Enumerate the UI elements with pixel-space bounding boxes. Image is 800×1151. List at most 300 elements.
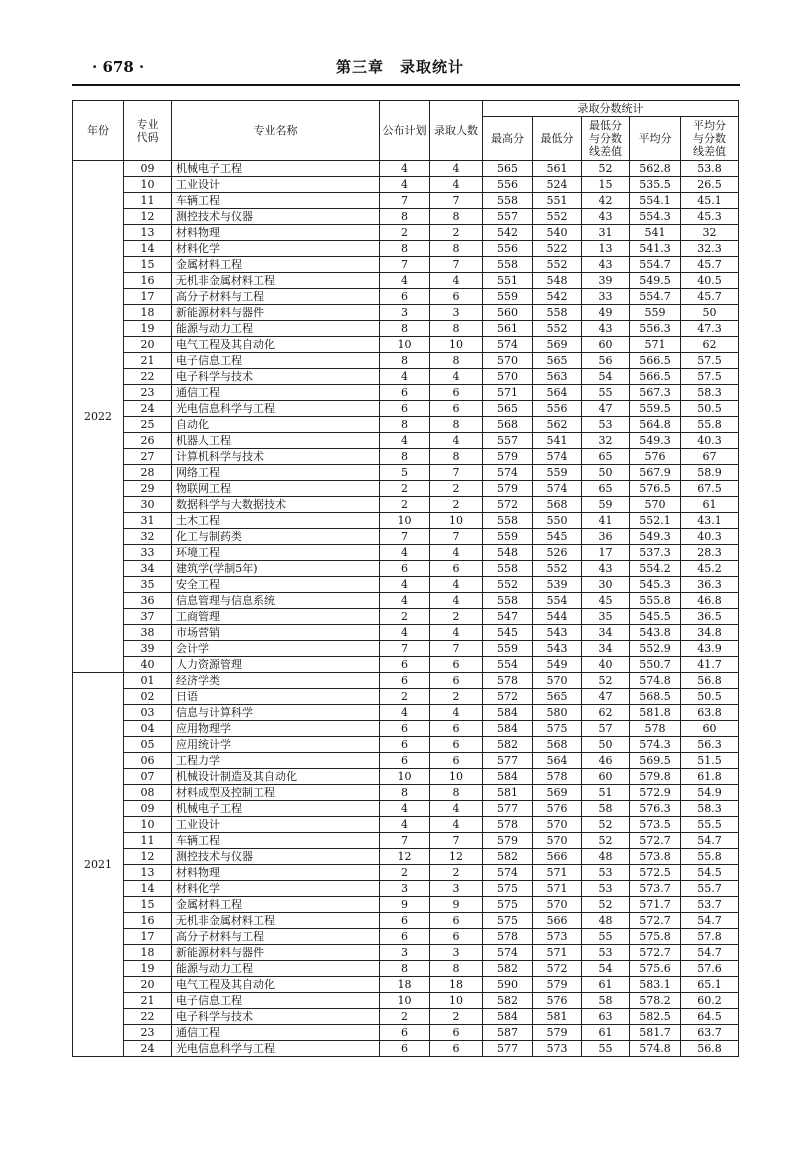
code-cell: 34: [124, 561, 172, 577]
name-cell: 无机非金属材料工程: [172, 273, 380, 289]
code-cell: 31: [124, 513, 172, 529]
admitted-cell: 12: [430, 849, 483, 865]
name-cell: 材料物理: [172, 225, 380, 241]
name-cell: 信息与计算科学: [172, 705, 380, 721]
plan-cell: 6: [380, 1025, 430, 1041]
header-avg-diff: 平均分 与分数 线差值: [681, 117, 739, 161]
code-cell: 16: [124, 273, 172, 289]
plan-cell: 7: [380, 833, 430, 849]
code-cell: 20: [124, 337, 172, 353]
name-cell: 材料成型及控制工程: [172, 785, 380, 801]
plan-cell: 6: [380, 561, 430, 577]
avg-diff-cell: 53.7: [681, 897, 739, 913]
max-cell: 579: [483, 833, 533, 849]
min-diff-cell: 58: [582, 801, 630, 817]
table-row: [73, 385, 739, 401]
plan-cell: 2: [380, 689, 430, 705]
plan-cell: 4: [380, 545, 430, 561]
code-cell: 18: [124, 305, 172, 321]
name-cell: 土木工程: [172, 513, 380, 529]
max-cell: 578: [483, 673, 533, 689]
min-cell: 559: [533, 465, 582, 481]
name-cell: 新能源材料与器件: [172, 945, 380, 961]
plan-cell: 6: [380, 657, 430, 673]
code-cell: 11: [124, 193, 172, 209]
name-cell: 应用统计学: [172, 737, 380, 753]
min-cell: 565: [533, 353, 582, 369]
max-cell: 578: [483, 817, 533, 833]
avg-cell: 556.3: [630, 321, 681, 337]
avg-diff-cell: 36.5: [681, 609, 739, 625]
min-cell: 575: [533, 721, 582, 737]
avg-cell: 576.3: [630, 801, 681, 817]
min-cell: 571: [533, 945, 582, 961]
min-cell: 561: [533, 161, 582, 177]
max-cell: 584: [483, 721, 533, 737]
code-cell: 02: [124, 689, 172, 705]
avg-diff-cell: 45.2: [681, 561, 739, 577]
admitted-cell: 8: [430, 785, 483, 801]
avg-cell: 573.8: [630, 849, 681, 865]
max-cell: 581: [483, 785, 533, 801]
min-diff-cell: 39: [582, 273, 630, 289]
header-name: 专业名称: [172, 101, 380, 161]
min-diff-cell: 34: [582, 641, 630, 657]
min-diff-cell: 58: [582, 993, 630, 1009]
plan-cell: 8: [380, 961, 430, 977]
name-cell: 高分子材料与工程: [172, 289, 380, 305]
max-cell: 565: [483, 401, 533, 417]
admitted-cell: 10: [430, 513, 483, 529]
code-cell: 09: [124, 801, 172, 817]
min-diff-cell: 52: [582, 897, 630, 913]
code-cell: 32: [124, 529, 172, 545]
max-cell: 584: [483, 769, 533, 785]
avg-cell: 554.7: [630, 257, 681, 273]
code-cell: 13: [124, 225, 172, 241]
min-diff-cell: 49: [582, 305, 630, 321]
max-cell: 559: [483, 641, 533, 657]
plan-cell: 7: [380, 641, 430, 657]
table-row: [73, 225, 739, 241]
admitted-cell: 4: [430, 433, 483, 449]
code-cell: 17: [124, 929, 172, 945]
plan-cell: 2: [380, 481, 430, 497]
avg-cell: 569.5: [630, 753, 681, 769]
min-cell: 558: [533, 305, 582, 321]
table-row: [73, 513, 739, 529]
name-cell: 工业设计: [172, 177, 380, 193]
chapter-title: 第三章 录取统计: [335, 58, 464, 76]
admitted-cell: 6: [430, 1041, 483, 1057]
admitted-cell: 4: [430, 817, 483, 833]
avg-diff-cell: 40.5: [681, 273, 739, 289]
table-row: [73, 529, 739, 545]
max-cell: 574: [483, 337, 533, 353]
plan-cell: 4: [380, 161, 430, 177]
min-diff-cell: 36: [582, 529, 630, 545]
avg-cell: 566.5: [630, 353, 681, 369]
min-cell: 554: [533, 593, 582, 609]
admitted-cell: 10: [430, 993, 483, 1009]
admitted-cell: 6: [430, 401, 483, 417]
plan-cell: 6: [380, 673, 430, 689]
table-row: [73, 593, 739, 609]
avg-diff-cell: 63.8: [681, 705, 739, 721]
name-cell: 无机非金属材料工程: [172, 913, 380, 929]
table-row: [73, 817, 739, 833]
name-cell: 光电信息科学与工程: [172, 1041, 380, 1057]
min-cell: 566: [533, 849, 582, 865]
min-diff-cell: 45: [582, 593, 630, 609]
table-row: [73, 609, 739, 625]
max-cell: 557: [483, 433, 533, 449]
avg-cell: 568.5: [630, 689, 681, 705]
avg-cell: 562.8: [630, 161, 681, 177]
header-code: 专业 代码: [124, 101, 172, 161]
avg-diff-cell: 57.5: [681, 353, 739, 369]
plan-cell: 3: [380, 305, 430, 321]
name-cell: 电子科学与技术: [172, 1009, 380, 1025]
min-diff-cell: 41: [582, 513, 630, 529]
avg-diff-cell: 51.5: [681, 753, 739, 769]
min-cell: 573: [533, 1041, 582, 1057]
plan-cell: 2: [380, 1009, 430, 1025]
avg-diff-cell: 55.7: [681, 881, 739, 897]
min-cell: 574: [533, 449, 582, 465]
code-cell: 37: [124, 609, 172, 625]
max-cell: 575: [483, 897, 533, 913]
min-cell: 543: [533, 641, 582, 657]
table-row: [73, 561, 739, 577]
name-cell: 化工与制药类: [172, 529, 380, 545]
name-cell: 机械设计制造及其自动化: [172, 769, 380, 785]
table-row: [73, 257, 739, 273]
avg-diff-cell: 53.8: [681, 161, 739, 177]
table-row: [73, 465, 739, 481]
max-cell: 575: [483, 881, 533, 897]
max-cell: 559: [483, 289, 533, 305]
name-cell: 车辆工程: [172, 833, 380, 849]
page-number: · 678 ·: [92, 58, 145, 76]
plan-cell: 6: [380, 385, 430, 401]
min-diff-cell: 42: [582, 193, 630, 209]
max-cell: 574: [483, 865, 533, 881]
code-cell: 39: [124, 641, 172, 657]
avg-cell: 574.8: [630, 1041, 681, 1057]
min-cell: 562: [533, 417, 582, 433]
avg-cell: 574.3: [630, 737, 681, 753]
admitted-cell: 4: [430, 593, 483, 609]
min-diff-cell: 43: [582, 321, 630, 337]
avg-cell: 571: [630, 337, 681, 353]
code-cell: 24: [124, 401, 172, 417]
name-cell: 电子科学与技术: [172, 369, 380, 385]
admitted-cell: 7: [430, 193, 483, 209]
max-cell: 559: [483, 529, 533, 545]
admitted-cell: 2: [430, 689, 483, 705]
code-cell: 22: [124, 369, 172, 385]
min-cell: 570: [533, 897, 582, 913]
code-cell: 21: [124, 353, 172, 369]
min-cell: 542: [533, 289, 582, 305]
min-diff-cell: 52: [582, 817, 630, 833]
admitted-cell: 7: [430, 833, 483, 849]
plan-cell: 8: [380, 417, 430, 433]
avg-cell: 575.8: [630, 929, 681, 945]
avg-diff-cell: 56.3: [681, 737, 739, 753]
name-cell: 电气工程及其自动化: [172, 977, 380, 993]
min-diff-cell: 33: [582, 289, 630, 305]
code-cell: 04: [124, 721, 172, 737]
name-cell: 通信工程: [172, 385, 380, 401]
avg-cell: 570: [630, 497, 681, 513]
avg-diff-cell: 67.5: [681, 481, 739, 497]
plan-cell: 8: [380, 785, 430, 801]
table-row: [73, 369, 739, 385]
table-row: [73, 705, 739, 721]
avg-diff-cell: 61: [681, 497, 739, 513]
avg-diff-cell: 67: [681, 449, 739, 465]
min-cell: 551: [533, 193, 582, 209]
name-cell: 材料化学: [172, 241, 380, 257]
min-cell: 539: [533, 577, 582, 593]
code-cell: 10: [124, 817, 172, 833]
plan-cell: 4: [380, 705, 430, 721]
min-cell: 541: [533, 433, 582, 449]
code-cell: 12: [124, 209, 172, 225]
admitted-cell: 10: [430, 769, 483, 785]
code-cell: 03: [124, 705, 172, 721]
name-cell: 电气工程及其自动化: [172, 337, 380, 353]
min-diff-cell: 34: [582, 625, 630, 641]
avg-diff-cell: 45.3: [681, 209, 739, 225]
plan-cell: 2: [380, 865, 430, 881]
admitted-cell: 8: [430, 961, 483, 977]
name-cell: 机械电子工程: [172, 801, 380, 817]
name-cell: 经济学类: [172, 673, 380, 689]
name-cell: 能源与动力工程: [172, 961, 380, 977]
plan-cell: 18: [380, 977, 430, 993]
table-row: [73, 881, 739, 897]
avg-cell: 572.7: [630, 945, 681, 961]
min-cell: 574: [533, 481, 582, 497]
table-row: [73, 897, 739, 913]
min-diff-cell: 51: [582, 785, 630, 801]
avg-cell: 576.5: [630, 481, 681, 497]
avg-cell: 572.7: [630, 833, 681, 849]
avg-cell: 574.8: [630, 673, 681, 689]
table-row: [73, 721, 739, 737]
name-cell: 人力资源管理: [172, 657, 380, 673]
min-cell: 548: [533, 273, 582, 289]
table-row: [73, 305, 739, 321]
max-cell: 556: [483, 241, 533, 257]
avg-diff-cell: 28.3: [681, 545, 739, 561]
avg-diff-cell: 60: [681, 721, 739, 737]
avg-cell: 575.6: [630, 961, 681, 977]
name-cell: 工商管理: [172, 609, 380, 625]
table-row: [73, 417, 739, 433]
admitted-cell: 3: [430, 945, 483, 961]
avg-cell: 555.8: [630, 593, 681, 609]
avg-cell: 554.3: [630, 209, 681, 225]
table-row: [73, 673, 739, 689]
avg-diff-cell: 40.3: [681, 529, 739, 545]
avg-cell: 572.9: [630, 785, 681, 801]
name-cell: 会计学: [172, 641, 380, 657]
max-cell: 551: [483, 273, 533, 289]
header-admitted: 录取人数: [430, 101, 483, 161]
avg-cell: 552.1: [630, 513, 681, 529]
max-cell: 582: [483, 737, 533, 753]
max-cell: 542: [483, 225, 533, 241]
min-diff-cell: 56: [582, 353, 630, 369]
code-cell: 14: [124, 241, 172, 257]
min-cell: 578: [533, 769, 582, 785]
plan-cell: 4: [380, 593, 430, 609]
avg-cell: 550.7: [630, 657, 681, 673]
header-avg: 平均分: [630, 117, 681, 161]
header-row-top: [73, 101, 739, 117]
name-cell: 工程力学: [172, 753, 380, 769]
table-row: [73, 929, 739, 945]
avg-cell: 549.5: [630, 273, 681, 289]
avg-diff-cell: 50.5: [681, 401, 739, 417]
code-cell: 33: [124, 545, 172, 561]
page-header: [0, 0, 800, 90]
min-cell: 549: [533, 657, 582, 673]
table-row: [73, 161, 739, 177]
avg-cell: 545.5: [630, 609, 681, 625]
min-cell: 552: [533, 321, 582, 337]
code-cell: 15: [124, 257, 172, 273]
name-cell: 工业设计: [172, 817, 380, 833]
avg-diff-cell: 55.5: [681, 817, 739, 833]
table-row: [73, 785, 739, 801]
min-cell: 570: [533, 817, 582, 833]
header-max: 最高分: [483, 117, 533, 161]
avg-diff-cell: 50.5: [681, 689, 739, 705]
max-cell: 558: [483, 193, 533, 209]
min-cell: 579: [533, 1025, 582, 1041]
plan-cell: 4: [380, 273, 430, 289]
code-cell: 16: [124, 913, 172, 929]
code-cell: 14: [124, 881, 172, 897]
min-cell: 526: [533, 545, 582, 561]
avg-diff-cell: 56.8: [681, 673, 739, 689]
min-cell: 568: [533, 497, 582, 513]
admitted-cell: 3: [430, 881, 483, 897]
min-diff-cell: 60: [582, 337, 630, 353]
name-cell: 信息管理与信息系统: [172, 593, 380, 609]
min-cell: 576: [533, 801, 582, 817]
code-cell: 19: [124, 961, 172, 977]
avg-cell: 578: [630, 721, 681, 737]
admission-stats-table: [72, 100, 739, 1057]
avg-diff-cell: 58.3: [681, 801, 739, 817]
min-cell: 570: [533, 673, 582, 689]
table-row: [73, 737, 739, 753]
max-cell: 554: [483, 657, 533, 673]
code-cell: 10: [124, 177, 172, 193]
min-cell: 568: [533, 737, 582, 753]
max-cell: 545: [483, 625, 533, 641]
max-cell: 547: [483, 609, 533, 625]
header-min: 最低分: [533, 117, 582, 161]
min-diff-cell: 55: [582, 1041, 630, 1057]
avg-cell: 581.8: [630, 705, 681, 721]
admitted-cell: 4: [430, 545, 483, 561]
plan-cell: 10: [380, 337, 430, 353]
table-row: [73, 641, 739, 657]
code-cell: 19: [124, 321, 172, 337]
table-row: [73, 977, 739, 993]
min-diff-cell: 50: [582, 737, 630, 753]
name-cell: 光电信息科学与工程: [172, 401, 380, 417]
min-cell: 565: [533, 689, 582, 705]
min-diff-cell: 48: [582, 913, 630, 929]
min-diff-cell: 65: [582, 481, 630, 497]
min-cell: 580: [533, 705, 582, 721]
avg-diff-cell: 64.5: [681, 1009, 739, 1025]
min-diff-cell: 52: [582, 833, 630, 849]
avg-diff-cell: 45.7: [681, 289, 739, 305]
max-cell: 560: [483, 305, 533, 321]
table-row: [73, 497, 739, 513]
admitted-cell: 4: [430, 369, 483, 385]
avg-diff-cell: 36.3: [681, 577, 739, 593]
min-cell: 571: [533, 865, 582, 881]
plan-cell: 10: [380, 993, 430, 1009]
avg-diff-cell: 26.5: [681, 177, 739, 193]
max-cell: 582: [483, 993, 533, 1009]
max-cell: 582: [483, 849, 533, 865]
table-row: [73, 913, 739, 929]
table-row: [73, 993, 739, 1009]
name-cell: 建筑学(学制5年): [172, 561, 380, 577]
name-cell: 安全工程: [172, 577, 380, 593]
admitted-cell: 3: [430, 305, 483, 321]
avg-cell: 573.7: [630, 881, 681, 897]
year-cell: 2022: [73, 161, 124, 673]
code-cell: 30: [124, 497, 172, 513]
name-cell: 通信工程: [172, 1025, 380, 1041]
plan-cell: 4: [380, 817, 430, 833]
avg-diff-cell: 63.7: [681, 1025, 739, 1041]
plan-cell: 6: [380, 721, 430, 737]
plan-cell: 4: [380, 625, 430, 641]
avg-diff-cell: 40.3: [681, 433, 739, 449]
admitted-cell: 2: [430, 225, 483, 241]
plan-cell: 6: [380, 753, 430, 769]
min-diff-cell: 53: [582, 865, 630, 881]
admitted-cell: 8: [430, 209, 483, 225]
code-cell: 12: [124, 849, 172, 865]
min-cell: 569: [533, 337, 582, 353]
max-cell: 579: [483, 481, 533, 497]
code-cell: 26: [124, 433, 172, 449]
table-row: [73, 353, 739, 369]
avg-diff-cell: 65.1: [681, 977, 739, 993]
plan-cell: 8: [380, 209, 430, 225]
max-cell: 584: [483, 705, 533, 721]
admitted-cell: 9: [430, 897, 483, 913]
plan-cell: 2: [380, 609, 430, 625]
min-cell: 544: [533, 609, 582, 625]
avg-diff-cell: 60.2: [681, 993, 739, 1009]
admitted-cell: 8: [430, 449, 483, 465]
